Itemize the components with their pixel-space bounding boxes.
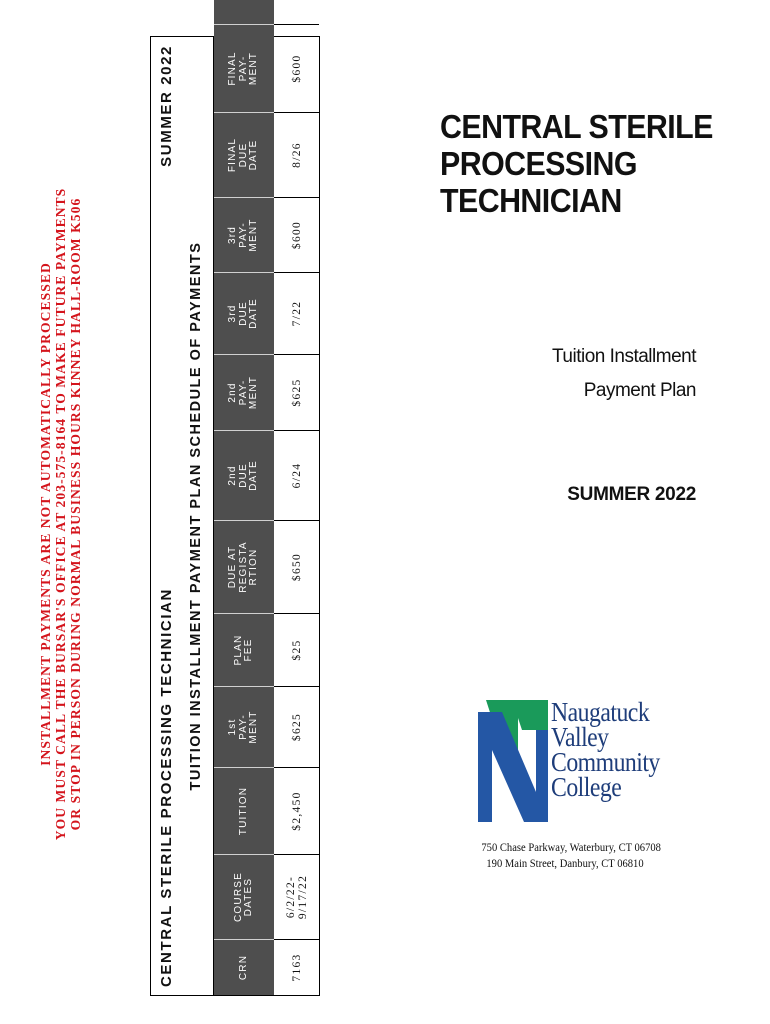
table-cell xyxy=(274,0,319,24)
table-cell: $2,450 xyxy=(274,767,319,854)
cover-subtitle-line: Payment Plan xyxy=(583,380,696,401)
college-name-line: Naugatuck xyxy=(551,697,650,727)
cover-title-line: CENTRAL STERILE xyxy=(440,108,713,145)
program-name: CENTRAL STERILE PROCESSING TECHNICIAN xyxy=(157,588,175,987)
table-cell: $600 xyxy=(274,24,319,112)
cover-term: SUMMER 2022 xyxy=(567,484,696,505)
table-cell: 7/22 xyxy=(274,272,319,354)
column-header: TUITION xyxy=(214,767,274,854)
notice-line-1: INSTALLMENT PAYMENTS ARE NOT AUTOMATICALLY PROCESSED xyxy=(38,262,53,766)
column-header: FINAL DUE DATE xyxy=(214,112,274,197)
schedule-grid xyxy=(213,37,319,995)
college-name xyxy=(551,697,675,802)
column-header: 2nd DUE DATE xyxy=(214,430,274,520)
column-header: 2nd PAY- MENT xyxy=(214,354,274,430)
college-name-line: Valley xyxy=(551,722,609,752)
cover-title-line: TECHNICIAN xyxy=(440,182,622,219)
rotated-schedule xyxy=(0,0,330,1024)
table-cell: $625 xyxy=(274,354,319,430)
column-header: FINAL PAY- MENT xyxy=(214,24,274,112)
column-header: PLAN FEE xyxy=(214,613,274,686)
column-header: 3rd DUE DATE xyxy=(214,272,274,354)
column-header xyxy=(214,0,274,24)
table-cell: $625 xyxy=(274,686,319,767)
table-cell: $25 xyxy=(274,613,319,686)
column-header: 1st PAY- MENT xyxy=(214,686,274,767)
college-name-line: Community xyxy=(551,747,660,777)
schedule-panel xyxy=(0,0,330,1024)
cover-subtitle-line: Tuition Installment xyxy=(552,346,696,367)
schedule-heading: TUITION INSTALLMENT PAYMENT PLAN SCHEDULE OF PAYMENTS xyxy=(188,241,204,791)
college-name-line: College xyxy=(551,772,622,802)
cover-subtitle xyxy=(552,340,696,408)
column-header: COURSE DATES xyxy=(214,854,274,939)
table-cell: $650 xyxy=(274,520,319,613)
column-header: 3rd PAY- MENT xyxy=(214,197,274,272)
schedule-table xyxy=(150,36,320,996)
table-cell: 6/24 xyxy=(274,430,319,520)
schedule-term: SUMMER 2022 xyxy=(157,45,175,167)
college-logo-icon xyxy=(478,700,548,822)
notice-line-2: YOU MUST CALL THE BURSAR'S OFFICE AT 203-575-8164 TO MAKE FUTURE PAYMENTS xyxy=(53,187,68,841)
address-waterbury: 750 Chase Parkway, Waterbury, CT 06708 xyxy=(481,840,661,854)
column-header: DUE AT REGISTA RTION xyxy=(214,520,274,613)
cover-title-line: PROCESSING xyxy=(440,145,637,182)
schedule-title-row xyxy=(153,45,179,987)
notice-line-3: OR STOP IN PERSON DURING NORMAL BUSINESS HOURS KINNEY HALL-ROOM K506 xyxy=(68,197,83,831)
column-header: CRN xyxy=(214,939,274,995)
table-cell: $600 xyxy=(274,197,319,272)
payment-notice xyxy=(38,114,83,914)
college-addresses xyxy=(470,839,660,871)
table-cell: 7163 xyxy=(274,939,319,995)
table-cell: 6/2/22- 9/17/22 xyxy=(274,854,319,939)
cover-title xyxy=(440,108,740,219)
address-danbury: 190 Main Street, Danbury, CT 06810 xyxy=(486,856,644,870)
table-cell: 8/26 xyxy=(274,112,319,197)
